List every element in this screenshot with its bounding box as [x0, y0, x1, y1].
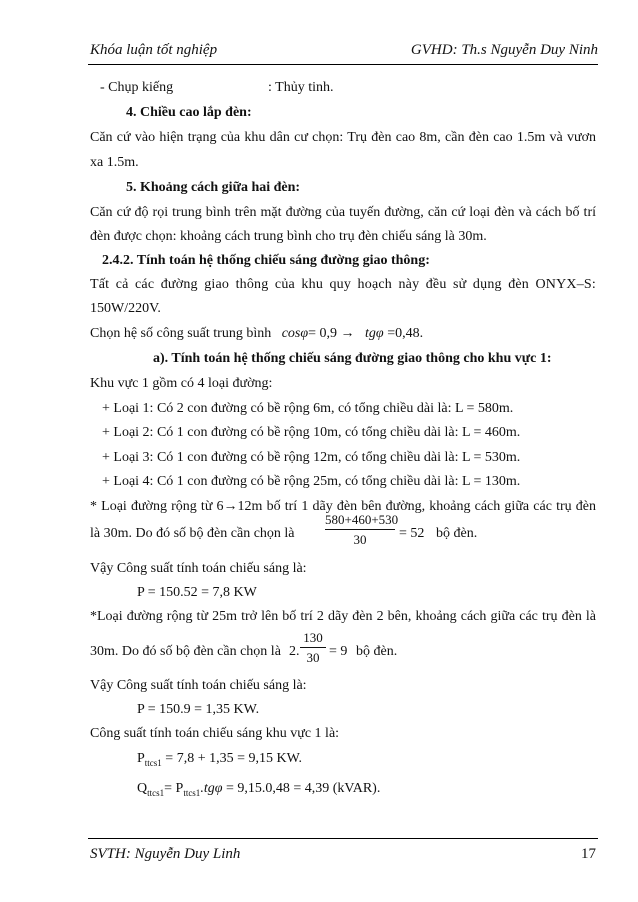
- page-footer: [88, 838, 598, 865]
- section-heading-2-4-2: 2.4.2. Tính toán hệ thống chiếu sáng đường giao thông:: [102, 253, 430, 268]
- fraction-1-unit: bộ đèn.: [436, 526, 478, 541]
- page-header: [88, 40, 598, 65]
- fraction-2-bar: [300, 647, 326, 648]
- lamp-count-fraction-2: [300, 630, 326, 670]
- power-factor-line: [90, 325, 423, 343]
- active-power-symbol: P: [137, 751, 145, 766]
- page-number: 17: [581, 846, 596, 862]
- header-advisor: GVHD: Th.s Nguyễn Duy Ninh: [410, 42, 598, 58]
- reactive-power-symbol: Q: [137, 781, 148, 796]
- fraction-1-result: = 52: [399, 526, 425, 541]
- power-calc-label-2: Vậy Công suất tính toán chiếu sáng là:: [90, 678, 307, 693]
- fraction-2-unit: bộ đèn.: [356, 644, 398, 659]
- reactive-power-tg: .tgφ: [200, 781, 223, 796]
- active-power-value: = 7,8 + 1,35 = 9,15 KW.: [161, 751, 303, 766]
- fraction-2-result: = 9: [329, 644, 348, 659]
- glass-cover-value: : Thủy tinh.: [268, 80, 334, 95]
- para-lamp-spacing-1: Căn cứ độ rọi trung bình trên mặt đường của tuyến đường, căn cứ loại đèn và cách bố trí: [90, 205, 596, 220]
- heading-lamp-height: 4. Chiều cao lắp đèn:: [126, 105, 252, 120]
- heading-lamp-spacing: 5. Khoảng cách giữa hai đèn:: [126, 180, 301, 195]
- cos-phi-value: = 0,9 →: [308, 326, 355, 341]
- cos-phi: cosφ: [281, 326, 309, 341]
- reactive-power-value: = 9,15.0,48 = 4,39 (kVAR).: [222, 781, 381, 796]
- road-type-2: + Loại 2: Có 1 con đường có bề rộng 10m, có tổng chiều dài là: L = 460m.: [102, 425, 521, 440]
- tg-phi-value: =0,48.: [387, 326, 424, 341]
- area-1-intro: Khu vực 1 gồm có 4 loại đường:: [90, 376, 273, 391]
- power-factor-text: Chọn hệ số công suất trung bình: [90, 326, 272, 341]
- para-lamp-height-2: xa 1.5m.: [90, 155, 139, 170]
- reactive-power-total: [137, 780, 380, 802]
- reactive-power-subscript-2: ttcs1: [183, 787, 201, 798]
- fraction-2-prefix: 2.: [289, 644, 300, 659]
- para-lamp-height-1: Căn cứ vào hiện trạng của khu dân cư chọn: Trụ đèn cao 8m, cần đèn cao 1.5m và vươn: [90, 130, 596, 145]
- reactive-power-equals: = P: [164, 781, 184, 796]
- para-lamp-spacing-2: đèn được chọn: khoảng cách trung bình cho trụ đèn chiếu sáng là 30m.: [90, 229, 487, 244]
- fraction-2-denominator: 30: [306, 650, 320, 665]
- tg-phi: tgφ: [365, 326, 384, 341]
- road-type-3: + Loại 3: Có 1 con đường có bề rộng 12m, có tổng chiều dài là: L = 530m.: [102, 450, 521, 465]
- power-calc-1: P = 150.52 = 7,8 KW: [137, 585, 257, 600]
- fraction-1-denominator: 30: [353, 532, 367, 547]
- active-power-subscript: ttcs1: [144, 757, 162, 768]
- road-type-1: + Loại 1: Có 2 con đường có bề rộng 6m, có tổng chiều dài là: L = 580m.: [102, 401, 514, 416]
- double-row-count-text: 30m. Do đó số bộ đèn cần chọn là: [90, 644, 281, 659]
- lamp-count-fraction-1: [325, 512, 399, 552]
- road-type-4: + Loại 4: Có 1 con đường có bề rộng 25m, có tổng chiều dài là: L = 130m.: [102, 474, 521, 489]
- header-title: Khóa luận tốt nghiệp: [90, 42, 218, 58]
- single-row-rule: * Loại đường rộng từ 6→12m bố trí 1 dãy đèn bên đường, khoảng cách giữa các trụ đèn: [90, 499, 596, 514]
- para-onyx-2: 150W/220V.: [90, 301, 161, 316]
- fraction-1-bar: [325, 529, 395, 530]
- power-calc-label-1: Vậy Công suất tính toán chiếu sáng là:: [90, 561, 307, 576]
- total-power-label: Công suất tính toán chiếu sáng khu vực 1 là:: [90, 726, 340, 741]
- double-row-rule: *Loại đường rộng từ 25m trở lên bố trí 2 dãy đèn 2 bên, khoảng cách giữa các trụ đèn là: [90, 609, 596, 624]
- fraction-1-numerator: 580+460+530: [325, 512, 399, 527]
- para-onyx-1: Tất cả các đường giao thông của khu quy hoạch này đều sử dụng đèn ONYX–S:: [90, 277, 596, 292]
- footer-student: SVTH: Nguyễn Duy Linh: [90, 846, 241, 862]
- glass-cover-label: - Chụp kiếng: [100, 80, 174, 95]
- active-power-total: [137, 750, 302, 772]
- reactive-power-subscript: ttcs1: [147, 787, 165, 798]
- fraction-2-numerator: 130: [303, 630, 323, 645]
- single-row-count-text: là 30m. Do đó số bộ đèn cần chọn là: [90, 526, 295, 541]
- power-calc-2: P = 150.9 = 1,35 KW.: [137, 702, 260, 717]
- heading-area-1: a). Tính toán hệ thống chiếu sáng đường giao thông cho khu vực 1:: [153, 351, 552, 366]
